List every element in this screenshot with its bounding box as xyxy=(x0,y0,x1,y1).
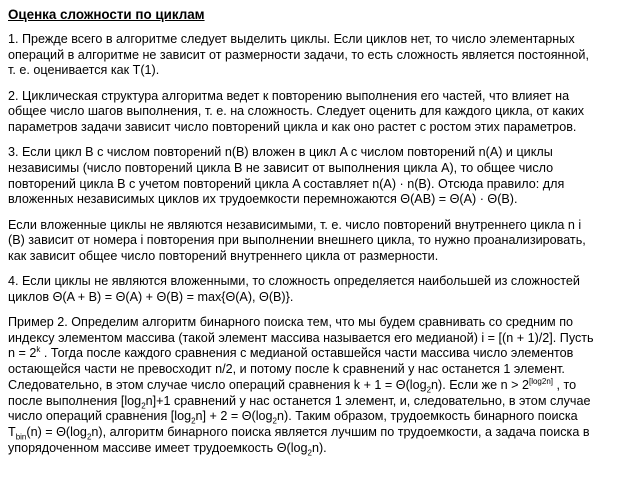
paragraph-6-line-3 xyxy=(8,346,634,362)
paragraph-5-line-2: циклов Θ(A + B) = Θ(A) + Θ(B) = max{Θ(A), Θ(B)}. xyxy=(8,289,294,304)
text-segment: n). Если же n > 2 xyxy=(431,377,529,392)
text-segment: число операций сравнения [log xyxy=(8,409,192,424)
paragraph-4 xyxy=(8,218,634,265)
subscript: 2 xyxy=(86,432,92,442)
paragraph-5 xyxy=(8,274,634,305)
subscript: 2 xyxy=(426,385,432,395)
paragraph-6-line-5 xyxy=(8,378,634,394)
paragraph-6 xyxy=(8,315,634,456)
paragraph-3-line-3: повторений цикла B с учетом повторений цикла A составляет n(A) · n(B). Отсюда правило: для xyxy=(8,176,565,191)
paragraph-2-line-3: параметров задачи зависит число повторений цикла и как оно растет с ростом этих параметров. xyxy=(8,120,577,135)
text-segment: n]+1 сравнений у нас останется 1 элемент, и, следовательно, в этом случае xyxy=(145,393,591,408)
paragraph-2-line-1: 2. Циклическая структура алгоритма ведет к повторению выполнения его частей, что влияет на xyxy=(8,88,570,103)
text-segment: n). Таким образом, трудоемкость бинарного поиска xyxy=(277,409,578,424)
subscript: bin xyxy=(15,432,27,442)
paragraph-6-line-7 xyxy=(8,409,634,425)
paragraph-1-line-3: т. е. оценивается как T(1). xyxy=(8,63,160,78)
paragraph-6-line-4: остающейся части не превосходит n/2, и потому после k сравнений у нас останется 1 элемент. xyxy=(8,362,565,377)
paragraph-6-line-2: индексу элементом массива (такой элемент массива называется его медианой) i = [(n + 1)/2]. Пусть xyxy=(8,330,594,345)
text-segment: n] + 2 = Θ(log xyxy=(195,409,273,424)
text-segment: , то xyxy=(553,377,577,392)
subscript: 2 xyxy=(141,401,146,411)
superscript: [log2n] xyxy=(528,376,553,386)
text-segment: n = 2 xyxy=(8,346,37,361)
document-page xyxy=(8,6,634,466)
paragraph-2 xyxy=(8,89,634,136)
text-segment: упорядоченном массиве имеет трудоемкость Θ(log xyxy=(8,440,308,455)
paragraph-2-line-2: общее число шагов выполнения, т. е. на сложность. Следует оценить для каждого цикла, от каких xyxy=(8,104,585,119)
paragraph-5-line-1: 4. Если циклы не являются вложенными, то сложность определяется наибольшей из сложностей xyxy=(8,274,580,289)
paragraph-6-line-8 xyxy=(8,425,634,441)
subscript: 2 xyxy=(272,416,277,426)
text-segment: (n) = Θ(log xyxy=(26,424,87,439)
subscript: 2 xyxy=(307,448,312,458)
text-segment: T xyxy=(8,424,16,439)
paragraph-1 xyxy=(8,32,634,79)
paragraph-3 xyxy=(8,145,634,208)
paragraph-3-line-1: 3. Если цикл B с числом повторений n(B) вложен в цикл A с числом повторений n(A) и циклы xyxy=(8,145,553,160)
page-title: Оценка сложности по циклам xyxy=(8,7,205,22)
paragraph-1-line-1: 1. Прежде всего в алгоритме следует выделить циклы. Если циклов нет, то число элементарных xyxy=(8,32,575,46)
paragraph-1-line-2: операций в алгоритме не зависит от размерности задачи, то есть сложность является постоянной, xyxy=(8,47,589,62)
paragraph-6-line-6 xyxy=(8,394,634,410)
subscript: 2 xyxy=(191,416,196,426)
paragraph-6-line-9 xyxy=(8,441,634,457)
text-segment: после выполнения [log xyxy=(8,393,142,408)
paragraph-4-line-2: (B) зависит от номера i повторения при выполнении внешнего цикла, то нужно проанализировать, xyxy=(8,233,586,248)
paragraph-3-line-2: независимы (число повторений цикла B не зависит от выполнения цикла A), то общее число xyxy=(8,160,554,175)
text-segment: n). xyxy=(311,440,327,455)
text-segment: n), алгоритм бинарного поиска является лучшим по трудоемкости, а задача поиска в xyxy=(91,424,590,439)
paragraph-4-line-3: как зависит общее число повторений внутреннего цикла от размерности. xyxy=(8,248,439,263)
paragraph-3-line-4: вложенных независимых циклов их трудоемкости перемножаются Θ(AB) = Θ(A) · Θ(B). xyxy=(8,192,518,207)
paragraph-6-line-1: Пример 2. Определим алгоритм бинарного поиска тем, что мы будем сравнивать со средним по xyxy=(8,315,574,330)
text-segment: . Тогда после каждого сравнения с медианой оставшейся части массива число элементов xyxy=(40,346,574,361)
paragraph-4-line-1: Если вложенные циклы не являются независимыми, т. е. число повторений внутреннего цикла n i xyxy=(8,217,582,232)
superscript: k xyxy=(36,345,41,355)
text-segment: Следовательно, в этом случае число операций сравнения k + 1 = Θ(log xyxy=(8,377,427,392)
